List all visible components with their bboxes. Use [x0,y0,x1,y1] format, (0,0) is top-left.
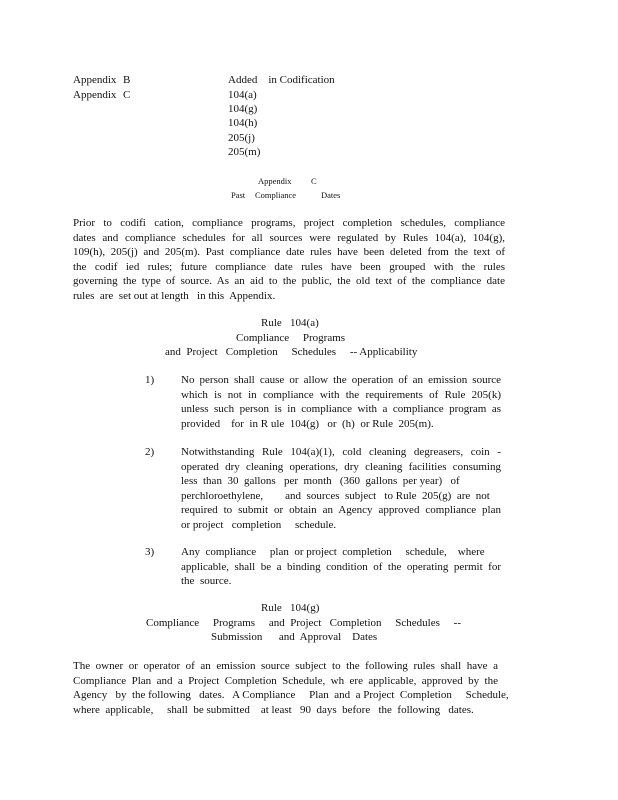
item-body [181,445,501,532]
closing-paragraph [73,659,509,717]
paragraph-line: governing the type of source. As an aid to the public, the old text of the compliance date [73,275,505,287]
rule-subtitle: Submission and Approval Dates [211,631,378,643]
item-line: applicable, shall be a binding condition of the operating permit for [181,560,501,573]
item-body [181,545,501,589]
appendix-heading-letter: C [311,176,317,186]
appendix-heading-past: Past [231,190,246,200]
item-line: No person shall cause or allow the operation of an emission source [181,374,501,386]
item-number: 3) [145,546,155,558]
paragraph-line: 109(h), 205(j) and 205(m). Past compliance date rules have been deleted from the text of [73,246,505,258]
item-line: or project completion schedule. [181,518,337,531]
item-line: perchloroethylene, and sources subject to Rule 205(g) are not [181,489,490,502]
header-row-label: Appendix [73,89,117,101]
header-row-letter: B [123,74,131,86]
header-row-letter: C [123,89,131,101]
item-line: the source. [181,575,232,587]
item-line: operated dry cleaning operations, dry cleaning facilities consuming [181,460,501,473]
rule-title: Rule 104(a) [261,317,319,329]
header-row-label: Appendix [73,74,117,86]
rule-title: Rule 104(g) [261,602,320,614]
rule-subtitle: Compliance Programs [236,332,346,344]
appendix-heading-dates: Dates [321,190,341,200]
paragraph-line: the codif ied rules; future compliance date rules have been grouped with the rules [73,260,505,273]
paragraph-line: Agency by the following dates. A Compliance Plan and a Project Completion Schedule, [73,689,509,701]
intro-paragraph [73,216,505,303]
item-line: less than 30 gallons per month (360 gallons per year) of [181,475,460,487]
item-number: 2) [145,446,155,458]
paragraph-line: The owner or operator of an emission source subject to the following rules shall have a [73,660,498,672]
item-line: unless such person is in compliance with a compliance program as [181,403,501,415]
rule-subtitle: and Project Completion Schedules -- Applicability [165,346,418,358]
paragraph-line: rules are set out at length in this Appendix. [73,289,276,302]
item-line: provided for in R ule 104(g) or (h) or Rule 205(m). [181,417,434,430]
item-line: Notwithstanding Rule 104(a)(1), cold cleaning degreasers, coin - [181,446,501,458]
item-line: Any compliance plan or project completion schedule, where [181,546,485,558]
paragraph-line: where applicable, shall be submitted at least 90 days before the following dates. [73,703,474,716]
header-extra-rule: 104(h) [228,117,258,129]
header-extra-rule: 205(j) [228,132,255,144]
header-extra-rule: 205(m) [228,146,261,158]
item-body [181,373,501,431]
item-number: 1) [145,374,155,386]
appendix-heading-word: Appendix [258,176,292,186]
rule-subtitle: Compliance Programs and Project Completion Schedules -- [146,617,461,629]
paragraph-line: dates and compliance schedules for all sources were regulated by Rules 104(a), 104(g), [73,231,505,244]
item-line: required to submit or obtain an Agency approved compliance plan [181,504,501,516]
item-line: which is not in compliance with the requirements of Rule 205(k) [181,388,501,401]
paragraph-line: Prior to codifi cation, compliance programs, project completion schedules, compliance [73,217,505,229]
header-row-right: Added in Codification [228,74,335,86]
paragraph-line: Compliance Plan and a Project Completion Schedule, wh ere applicable, approved by the [73,674,498,687]
header-row-right: 104(a) [228,89,257,101]
appendix-heading-compliance: Compliance [255,190,297,200]
header-extra-rule: 104(g) [228,103,258,115]
